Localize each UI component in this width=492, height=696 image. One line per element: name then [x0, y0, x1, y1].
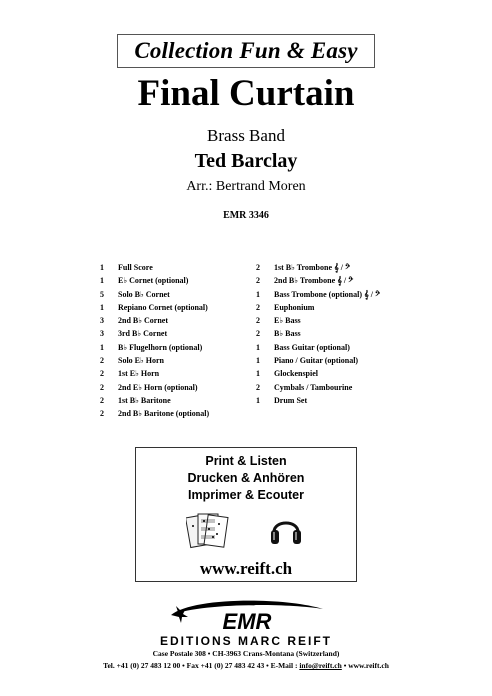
part-row	[256, 367, 406, 380]
parts-list-left	[100, 261, 250, 421]
collection-name: Collection Fun & Easy	[134, 38, 358, 63]
part-name: 1st E♭ Horn	[118, 369, 160, 379]
part-row	[100, 314, 250, 327]
part-name: Cymbals / Tambourine	[274, 382, 353, 392]
part-row	[100, 394, 250, 407]
part-row	[100, 407, 250, 420]
part-row	[100, 288, 250, 301]
part-name: 1st B♭ Trombone 𝄞 / 𝄢	[274, 263, 351, 272]
part-name: Solo E♭ Horn	[118, 356, 165, 366]
emr-logo-icon	[163, 595, 329, 633]
part-name: 2nd B♭ Trombone 𝄞 / 𝄢	[274, 276, 354, 286]
catalog-number: EMR 3346	[223, 210, 269, 221]
part-quantity: 2	[256, 329, 260, 339]
contact-email-link[interactable]: info@reift.ch	[299, 661, 342, 670]
part-row	[100, 274, 250, 287]
part-quantity: 1	[100, 276, 104, 286]
part-quantity: 2	[100, 395, 104, 405]
part-quantity: 2	[100, 356, 104, 366]
emr-logo-text: EMR	[222, 609, 272, 633]
part-quantity: 1	[100, 302, 104, 312]
part-row	[100, 341, 250, 354]
contact-phone-fax: Tel. +41 (0) 27 483 12 00 • Fax +41 (0) 27 483 42 43 • E-Mail :	[103, 661, 300, 670]
part-row	[256, 301, 406, 314]
part-name: Solo B♭ Cornet	[118, 289, 170, 299]
part-quantity: 2	[100, 369, 104, 379]
part-name: Repiano Cornet (optional)	[118, 302, 208, 312]
part-quantity: 2	[256, 302, 260, 312]
part-row	[256, 381, 406, 394]
part-row	[256, 274, 406, 287]
print-listen-box	[135, 447, 357, 582]
promo-line-french: Imprimer & Ecouter	[187, 488, 304, 502]
part-name: Bass Trombone (optional) 𝄞 / 𝄢	[274, 289, 381, 299]
promo-line-german: Drucken & Anhören	[187, 471, 305, 485]
part-name: B♭ Bass	[274, 329, 301, 339]
part-quantity: 5	[100, 289, 104, 299]
part-name: Euphonium	[274, 302, 315, 312]
part-row	[100, 354, 250, 367]
part-name: 2nd B♭ Cornet	[118, 316, 168, 326]
promo-website[interactable]: www.reift.ch	[199, 559, 293, 578]
publisher-name: EDITIONS MARC REIFT	[160, 634, 332, 648]
part-quantity: 1	[100, 342, 104, 352]
part-quantity: 2	[100, 409, 104, 419]
part-quantity: 2	[256, 316, 260, 326]
part-row	[256, 341, 406, 354]
part-quantity: 1	[256, 356, 260, 366]
promo-line-english: Print & Listen	[205, 454, 287, 468]
part-quantity: 3	[100, 316, 104, 326]
part-name: 3rd B♭ Cornet	[118, 329, 168, 339]
part-row	[256, 394, 406, 407]
composer-name: Ted Barclay	[194, 150, 298, 172]
promo-icons	[136, 510, 356, 552]
headphones-icon	[269, 512, 303, 548]
part-row	[256, 288, 406, 301]
part-quantity: 2	[100, 382, 104, 392]
part-name: 2nd B♭ Baritone (optional)	[118, 409, 210, 419]
part-name: Bass Guitar (optional)	[274, 342, 350, 352]
contact-website[interactable]: • www.reift.ch	[341, 661, 389, 670]
part-quantity: 2	[256, 263, 260, 272]
part-name: Full Score	[118, 263, 153, 272]
part-name: 2nd E♭ Horn (optional)	[118, 382, 198, 392]
part-quantity: 2	[256, 382, 260, 392]
part-row	[100, 327, 250, 340]
part-row	[100, 301, 250, 314]
part-name: Piano / Guitar (optional)	[274, 356, 359, 366]
part-name: B♭ Flugelhorn (optional)	[118, 342, 203, 352]
part-quantity: 1	[256, 289, 260, 299]
part-quantity: 1	[100, 263, 104, 272]
piece-title: Final Curtain	[137, 73, 355, 114]
part-row	[256, 314, 406, 327]
arranger-name: Arr.: Bertrand Moren	[186, 179, 306, 194]
publisher-address: Case Postale 308 • CH-3963 Crans-Montana (Switzerland)	[152, 649, 340, 658]
part-name: 1st B♭ Baritone	[118, 395, 171, 405]
part-quantity: 1	[256, 395, 260, 405]
part-name: Drum Set	[274, 395, 308, 405]
parts-list-right	[256, 261, 406, 407]
part-row	[100, 261, 250, 274]
part-name: Glockenspiel	[274, 369, 319, 379]
part-row	[100, 381, 250, 394]
part-name: E♭ Cornet (optional)	[118, 276, 189, 286]
part-quantity: 1	[256, 342, 260, 352]
part-row	[256, 261, 406, 274]
part-quantity: 2	[256, 276, 260, 286]
sheet-music-icon	[186, 510, 230, 550]
collection-banner	[117, 34, 375, 68]
part-quantity: 1	[256, 369, 260, 379]
ensemble-type: Brass Band	[207, 126, 285, 145]
part-quantity: 3	[100, 329, 104, 339]
part-name: E♭ Bass	[274, 316, 301, 326]
part-row	[256, 354, 406, 367]
part-row	[100, 367, 250, 380]
part-row	[256, 327, 406, 340]
publisher-contact	[0, 661, 492, 671]
